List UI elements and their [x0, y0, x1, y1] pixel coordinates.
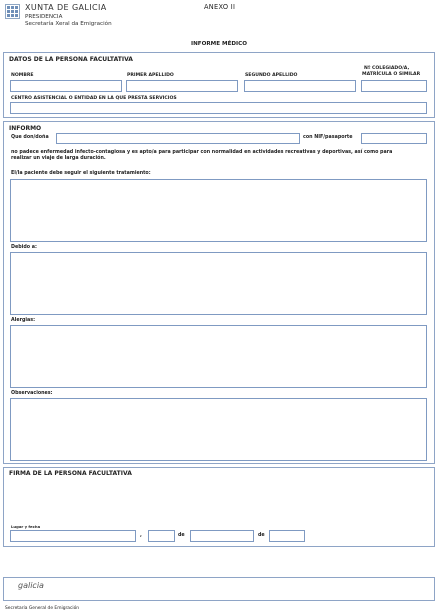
label-tratamiento: El/la paciente debe seguir el siguiente tratamiento:: [11, 171, 151, 176]
anio-field[interactable]: [269, 530, 305, 542]
centro-field[interactable]: [10, 102, 427, 114]
footer-box: [3, 577, 435, 601]
label-centro: CENTRO ASISTENCIAL O ENTIDAD EN LA QUE PRESTA SERVICIOS: [11, 96, 177, 101]
label-lugar-fecha: Lugar y fecha: [11, 524, 41, 529]
document-title: INFORME MÉDICO: [191, 41, 247, 47]
label-nombre: NOMBRE: [11, 73, 34, 78]
section-firma-title: FIRMA DE LA PERSONA FACULTATIVA: [9, 470, 132, 477]
label-nif: con NIF/pasaporte: [303, 135, 353, 140]
segundo-apellido-field[interactable]: [244, 80, 356, 92]
label-segundo-apellido: SEGUNDO APELLIDO: [245, 73, 298, 78]
nombre-field[interactable]: [10, 80, 122, 92]
tratamiento-field[interactable]: [10, 179, 427, 242]
org-name: XUNTA DE GALICIA: [25, 3, 107, 12]
label-de-2: de: [258, 533, 265, 538]
subdept-name: Secretaría Xeral da Emigración: [25, 21, 112, 27]
label-alergias: Alergias:: [11, 318, 36, 323]
mes-field[interactable]: [190, 530, 254, 542]
date-comma: ,: [140, 533, 142, 538]
dept-name: PRESIDENCIA: [25, 14, 63, 20]
lugar-field[interactable]: [10, 530, 136, 542]
section-informo-title: INFORMO: [9, 125, 42, 132]
footer-text: Secretaría General de Emigración: [5, 606, 80, 611]
nif-field[interactable]: [361, 133, 427, 144]
statement-line-1: no padece enfermedad infecto-contagiosa y es apto/a para participar con normalidad en actividades recreativas y deportivas, así como para: [11, 150, 393, 155]
label-colegiado-2: MATRÍCULA O SIMILAR: [362, 72, 421, 77]
label-de-1: de: [178, 533, 185, 538]
annex-label: ANEXO II: [204, 3, 236, 11]
colegiado-field[interactable]: [361, 80, 427, 92]
paciente-nombre-field[interactable]: [56, 133, 300, 144]
dia-field[interactable]: [148, 530, 175, 542]
xunta-logo-icon: [5, 4, 20, 19]
primer-apellido-field[interactable]: [126, 80, 238, 92]
label-colegiado-1: Nº COLEGIADO/A,: [364, 66, 410, 71]
observaciones-field[interactable]: [10, 398, 427, 461]
statement-line-2: realizar un viaje de larga duración.: [11, 156, 106, 161]
label-debido: Debido a:: [11, 245, 37, 250]
label-observaciones: Observaciones:: [11, 391, 53, 396]
debido-field[interactable]: [10, 252, 427, 315]
label-primer-apellido: PRIMER APELLIDO: [127, 73, 174, 78]
section-physician-title: DATOS DE LA PERSONA FACULTATIVA: [9, 56, 133, 63]
label-que: Que don/doña: [11, 135, 49, 140]
alergias-field[interactable]: [10, 325, 427, 388]
galicia-logo: galicia: [18, 581, 44, 590]
